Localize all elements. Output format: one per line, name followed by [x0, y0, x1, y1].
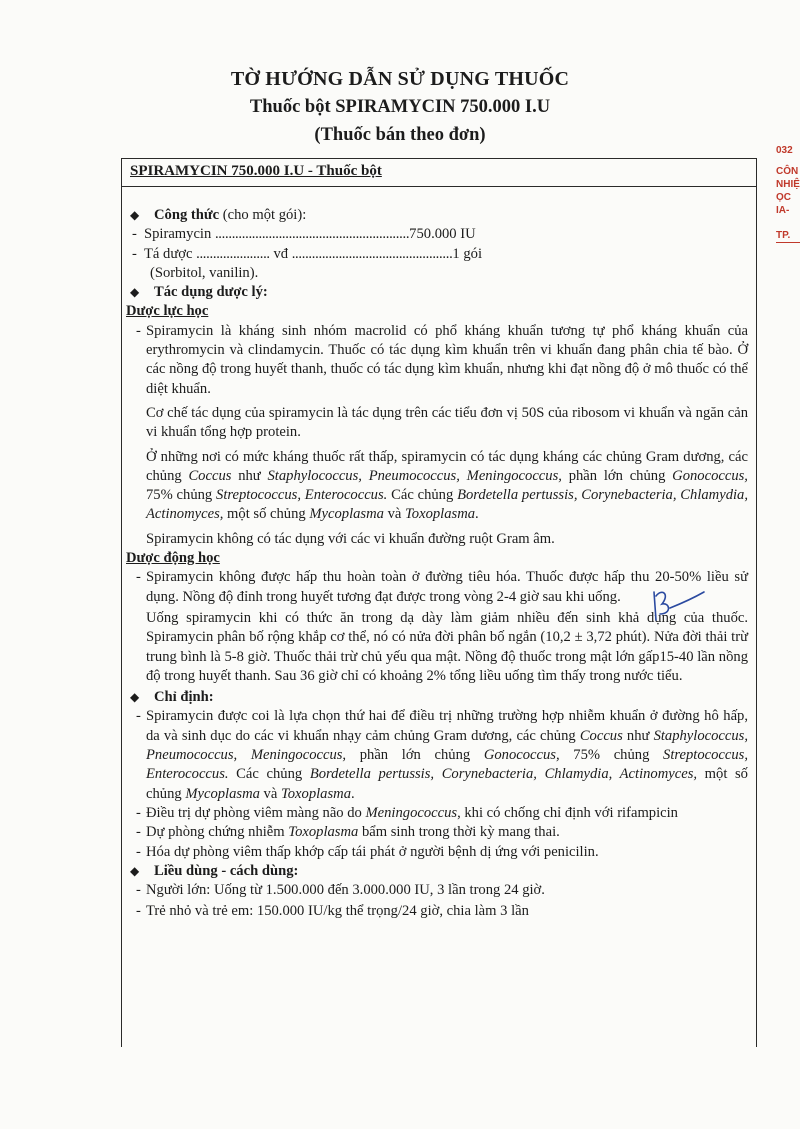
- dosage-adults: - Người lớn: Uống từ 1.500.000 đến 3.000.000 IU, 3 lần trong 24 giờ.: [136, 882, 545, 899]
- pd-paragraph-3: Ở những nơi có mức kháng thuốc rất thấp, spiramycin có tác dụng kháng các chủng Gram dương, các chủng Coccus như Staphylococcus, Pneumococcus, Meningococcus, phần lớn chủng Gonococcus, 75% chủng Streptococcus, Enterococcus. Các chủng Bordetella pertussis, Corynebacteria, Chlamydia, Actinomyces, một số chủng Mycoplasma và Toxoplasma.: [146, 448, 748, 523]
- bullet-icon: ◆: [130, 690, 140, 705]
- pharmacology-heading: ◆ Tác dụng dược lý:: [124, 283, 748, 302]
- pd-paragraph-1: - Spiramycin là kháng sinh nhóm macrolid có phổ kháng khuẩn tương tự phổ kháng khuẩn của erythromycin và clindamycin. Thuốc có tác dụng kìm khuẩn trên vi khuẩn đang phân chia tế bào. Ở các nồng độ trong huyết thanh, thuốc có tác dụng kìm khuẩn, nhưng khi đạt nồng độ ở mô thuốc có thể diệt khuẩn.: [136, 322, 748, 397]
- indications-heading: ◆ Chỉ định:: [124, 688, 748, 707]
- dosage-heading: ◆ Liều dùng - cách dùng:: [124, 862, 748, 881]
- pd-paragraph-2: Cơ chế tác dụng của spiramycin là tác dụng trên các tiểu đơn vị 50S của ribosom vi khuẩn và ngăn cản vi khuẩn tổng hợp protein.: [146, 404, 748, 441]
- formula-line-spiramycin: - Spiramycin ..........................................................750.000 IU: [132, 226, 476, 243]
- box-title: SPIRAMYCIN 750.000 I.U - Thuốc bột: [130, 163, 382, 179]
- bullet-icon: ◆: [130, 863, 140, 878]
- pd-paragraph-4: Spiramycin không có tác dụng với các vi khuẩn đường ruột Gram âm.: [146, 530, 555, 547]
- signature-mark: [648, 586, 708, 626]
- pharmacokinetics-heading: Dược động học: [126, 550, 220, 567]
- indication-item-1: - Spiramycin được coi là lựa chọn thứ hai để điều trị những trường hợp nhiễm khuẩn ở đường hô hấp, da và sinh dục do các vi khuẩn nhạy cảm chủng Gram dương, các chủng Coccus như Staphylococcus, Pneumococcus, Meningococcus, phần lớn chủng Gonococcus, 75% chủng Streptococcus, Enterococcus. Các chủng Bordetella pertussis, Corynebacteria, Chlamydia, Actinomyces, một số chủng Mycoplasma và Toxoplasma.: [136, 708, 748, 802]
- formula-heading: ◆ Công thức (cho một gói):: [124, 206, 748, 225]
- bullet-icon: ◆: [130, 208, 140, 222]
- document-title: TỜ HƯỚNG DẪN SỬ DỤNG THUỐC: [230, 68, 570, 90]
- box-title-divider: [121, 186, 757, 187]
- bullet-icon: ◆: [130, 285, 140, 300]
- pk-paragraph-1: - Spiramycin không được hấp thu hoàn toàn ở đường tiêu hóa. Thuốc được hấp thu 20-50% liều sử dụng. Nồng độ đỉnh trong huyết tương đạt được trong vòng 2-4 giờ sau khi uống.: [136, 569, 748, 605]
- leaflet-content: [124, 206, 748, 922]
- pk-paragraph-2: Uống spiramycin khi có thức ăn trong dạ dày làm giảm nhiều đến sinh khả dụng của thuốc. Spiramycin phân bố rộng khắp cơ thể, nó có nửa đời phân bố ngắn (10,2 ± 3,72 phút). Nửa đời thải trừ trung bình là 5-8 giờ. Thuốc thải trừ chủ yếu qua mật. Nồng độ thuốc trong mật lớn gấp15-40 lần nồng độ trong huyết thanh. Sau 36 giờ chỉ có khoảng 2% tổng liều uống tìm thấy trong nước tiểu.: [146, 609, 748, 684]
- pharmacodynamics-heading: Dược lực học: [126, 303, 209, 320]
- indication-item-4: - Hóa dự phòng viêm thấp khớp cấp tái phát ở người bệnh dị ứng với penicilin.: [136, 843, 599, 860]
- dosage-children: - Trẻ nhỏ và trẻ em: 150.000 IU/kg thể trọng/24 giờ, chia làm 3 lần: [136, 903, 529, 920]
- prescription-note: (Thuốc bán theo đơn): [314, 125, 486, 145]
- excipient-list: (Sorbitol, vanilin).: [150, 264, 259, 281]
- red-stamp-fragment: 032 CÔN NHIỆ ỌC IA- TP.: [776, 144, 800, 243]
- formula-line-excipient: - Tá dược ...................... vđ ................................................1 gói: [132, 245, 483, 262]
- document-subtitle: Thuốc bột SPIRAMYCIN 750.000 I.U: [249, 97, 551, 117]
- indication-item-3: - Dự phòng chứng nhiễm Toxoplasma bẩm sinh trong thời kỳ mang thai.: [136, 824, 560, 841]
- indication-item-2: - Điều trị dự phòng viêm màng não do Meningococcus, khi có chống chỉ định với rifampicin: [136, 804, 678, 821]
